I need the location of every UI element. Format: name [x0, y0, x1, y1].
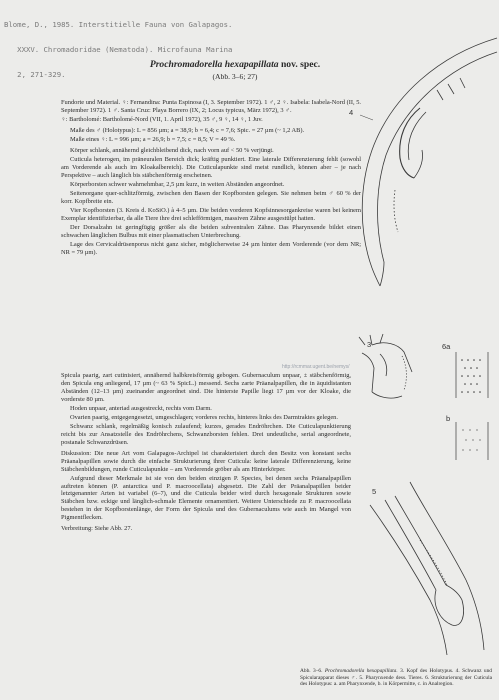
paragraph: Aufgrund dieser Merkmale ist sie von den beiden einzigen P. Species, bei denen sechs Präanalpapillen auftreten können (P. antarctica und P. macroocellata) abgesetzt. Die Zahl der Präanalpapillen beider letztgenannter Arten ist variabel (6–7), und die Cuticula beider wird durch hexagonale Strukturen sowie Stäbchen bzw. eckige und länglich-schmale Elemente ornamentiert. Weitere Unterschiede zu P. macroocellata bestehen in der Kopfborstenlänge, der Form der Spicula und des Gubernaculums wie auch im Mangel von Pigmentflecken.	[61, 474, 351, 522]
paragraph: Diskussion: Die neue Art vom Galapagos-Archipel ist charakterisiert durch den Besitz von konstant sechs Präanalpapillen sowie durch die einfache Strukturierung ihrer Cuticula: keine laterale Differenzierung, keine Stäbchenbildungen, runde Cuticulapunkte – am Vorderende gröber als am Hinterkörper.	[61, 449, 351, 473]
citation-line: XXXV. Chromadoridae (Nematoda). Microfauna Marina	[4, 45, 233, 55]
paragraph: Cuticula heterogen, im präneuralen Bereich dick; kräftig punktiert. Eine laterale Differenzierung fehlt (sowohl am Vorderende als auch im Kloakalbereich). Die Cuticulapunkte sind meist rundlich, können aber – je nach Perspektive – auch länglich bis stäbchenförmig erscheinen.	[61, 156, 361, 179]
figure-3-label: 3	[367, 340, 372, 349]
paragraph: Seitenorgane quer-schlitzförmig, zwischen den Basen der Kopfborsten gelegen. Sie nehmen beim ♂ 60 % der korr. Kopfbreite ein.	[61, 190, 361, 205]
species-name: Prochromadorella hexapapillata	[149, 59, 279, 70]
figure-6b-label: b	[446, 414, 451, 423]
caption-prefix: Abb. 3–6.	[300, 668, 323, 674]
figure-caption	[300, 668, 492, 688]
citation-line: Blome, D., 1985. Interstitielle Fauna von Galapagos.	[4, 19, 233, 29]
paragraph: Maße des ♂ (Holotypus): L = 856 µm; a = 38,9; b = 6,4; c = 7,6; Spic. = 27 µm (~ 1,2 AB).	[70, 126, 305, 134]
paragraph: Hoden unpaar, anteriad ausgestreckt, rechts vom Darm.	[70, 404, 212, 412]
caption-species: Prochromadorella hexapapillata.	[324, 668, 398, 674]
citation-line: 2, 271-329.	[4, 70, 66, 80]
paragraph: Ovarien paarig, entgegengesetzt, umgeschlagen; vorderes rechts, hinteres links des Darmtraktes gelegen.	[70, 413, 338, 421]
paragraph: Schwanz schlank, regelmäßig konisch zulaufend; kurzes, gerades Endröhrchen. Die Cuticulapunktierung reicht bis zur Ansatzstelle des Endröhrchens, Schwanzborsten fehlen. Drei undeutliche, serial angeordnete, postanale Schwanzdrüsen.	[61, 423, 351, 446]
paragraph: ♀: Bartholomé: Bartholomé-Nord (VII, 1. April 1972), 35 ♂, 9 ♀, 14 ♀, 1 Juv.	[61, 116, 263, 123]
paragraph: Verbreitung: Siehe Abb. 27.	[61, 525, 133, 533]
figure-5-label: 5	[372, 487, 377, 496]
watermark-url: http://rcmmar.ugent.be/nemys/	[282, 364, 350, 370]
paragraph: Körper schlank, annähernd gleichbleibend dick, nach vorn auf < 50 % verjüngt.	[70, 146, 274, 154]
paragraph: Vier Kopfborsten (3. Kreis d. KoSiO.) à 4–5 µm. Die beiden vorderen Kopfsinnesorgankreise waren bei keinem Exemplar identifizierbar, da alle Tiere ihre drei schlefförmigen, massiven Zähne ausgestülpt hatten.	[61, 207, 361, 222]
paragraph: Maße eines ♀: L = 996 µm; a = 26,9; b = 7,5; c = 8,5; V = 49 %.	[70, 136, 236, 143]
paragraph: Lage des Cervicaldrüsenporus nicht ganz sicher, möglicherweise 24 µm hinter dem Vorderende (vor dem NR; NR = 79 µm).	[61, 241, 361, 256]
figure-4-label: 4	[349, 108, 354, 117]
species-status: nov. spec.	[280, 59, 321, 70]
paragraph: Fundorte und Material. ♀: Fernandina: Punta Espinosa (I, 3. September 1972). 1 ♂, 2 ♀. Isabela: Isabela-Nord (II, 5. September 1972). 1 ♂. Santa Cruz: Playa Borrero (IX, 2; Locus typicus, März 1972), 3 ♂.	[61, 99, 361, 114]
paragraph: Der Dorsalzahn ist geringfügig größer als die beiden subventralen Zähne. Das Pharynxende bildet einen schwachen länglichen Bulbus mit einer plasmatischen Unterbrechung.	[61, 224, 361, 239]
paragraph: Körperborsten schwer wahrnehmbar, 2,5 µm kurz, in weiten Abständen angeordnet.	[70, 180, 285, 188]
paragraph: Spicula paarig, zart cutinisiert, annähernd halbkreisförmig gebogen. Gubernaculum unpaar, ± stäbchenförmig, den Spicula eng anliegend, 17 µm (~ 63 % SpicL.) messend. Sechs zarte Präanalpapillen, die in äquidistanten Abständen (12–13 µm) zueinander angeordnet sind. Die hinterste Papille liegt 17 µm vor der Kloake, die vorderste 80 µm.	[61, 372, 351, 403]
figure-6a-label: 6a	[442, 342, 451, 351]
figure-reference: (Abb. 3–6; 27)	[212, 72, 258, 81]
caption-text: 3. Kopf des Holotypus. 4. Schwanz und Spicularapparat dieses ♂. 5. Pharynxende dess. Tieres. 6. Strukturierung der Cuticula des Holotypus: a. am Pharynxende, b. in Körpermitte, c. in Analregion.	[300, 668, 492, 687]
